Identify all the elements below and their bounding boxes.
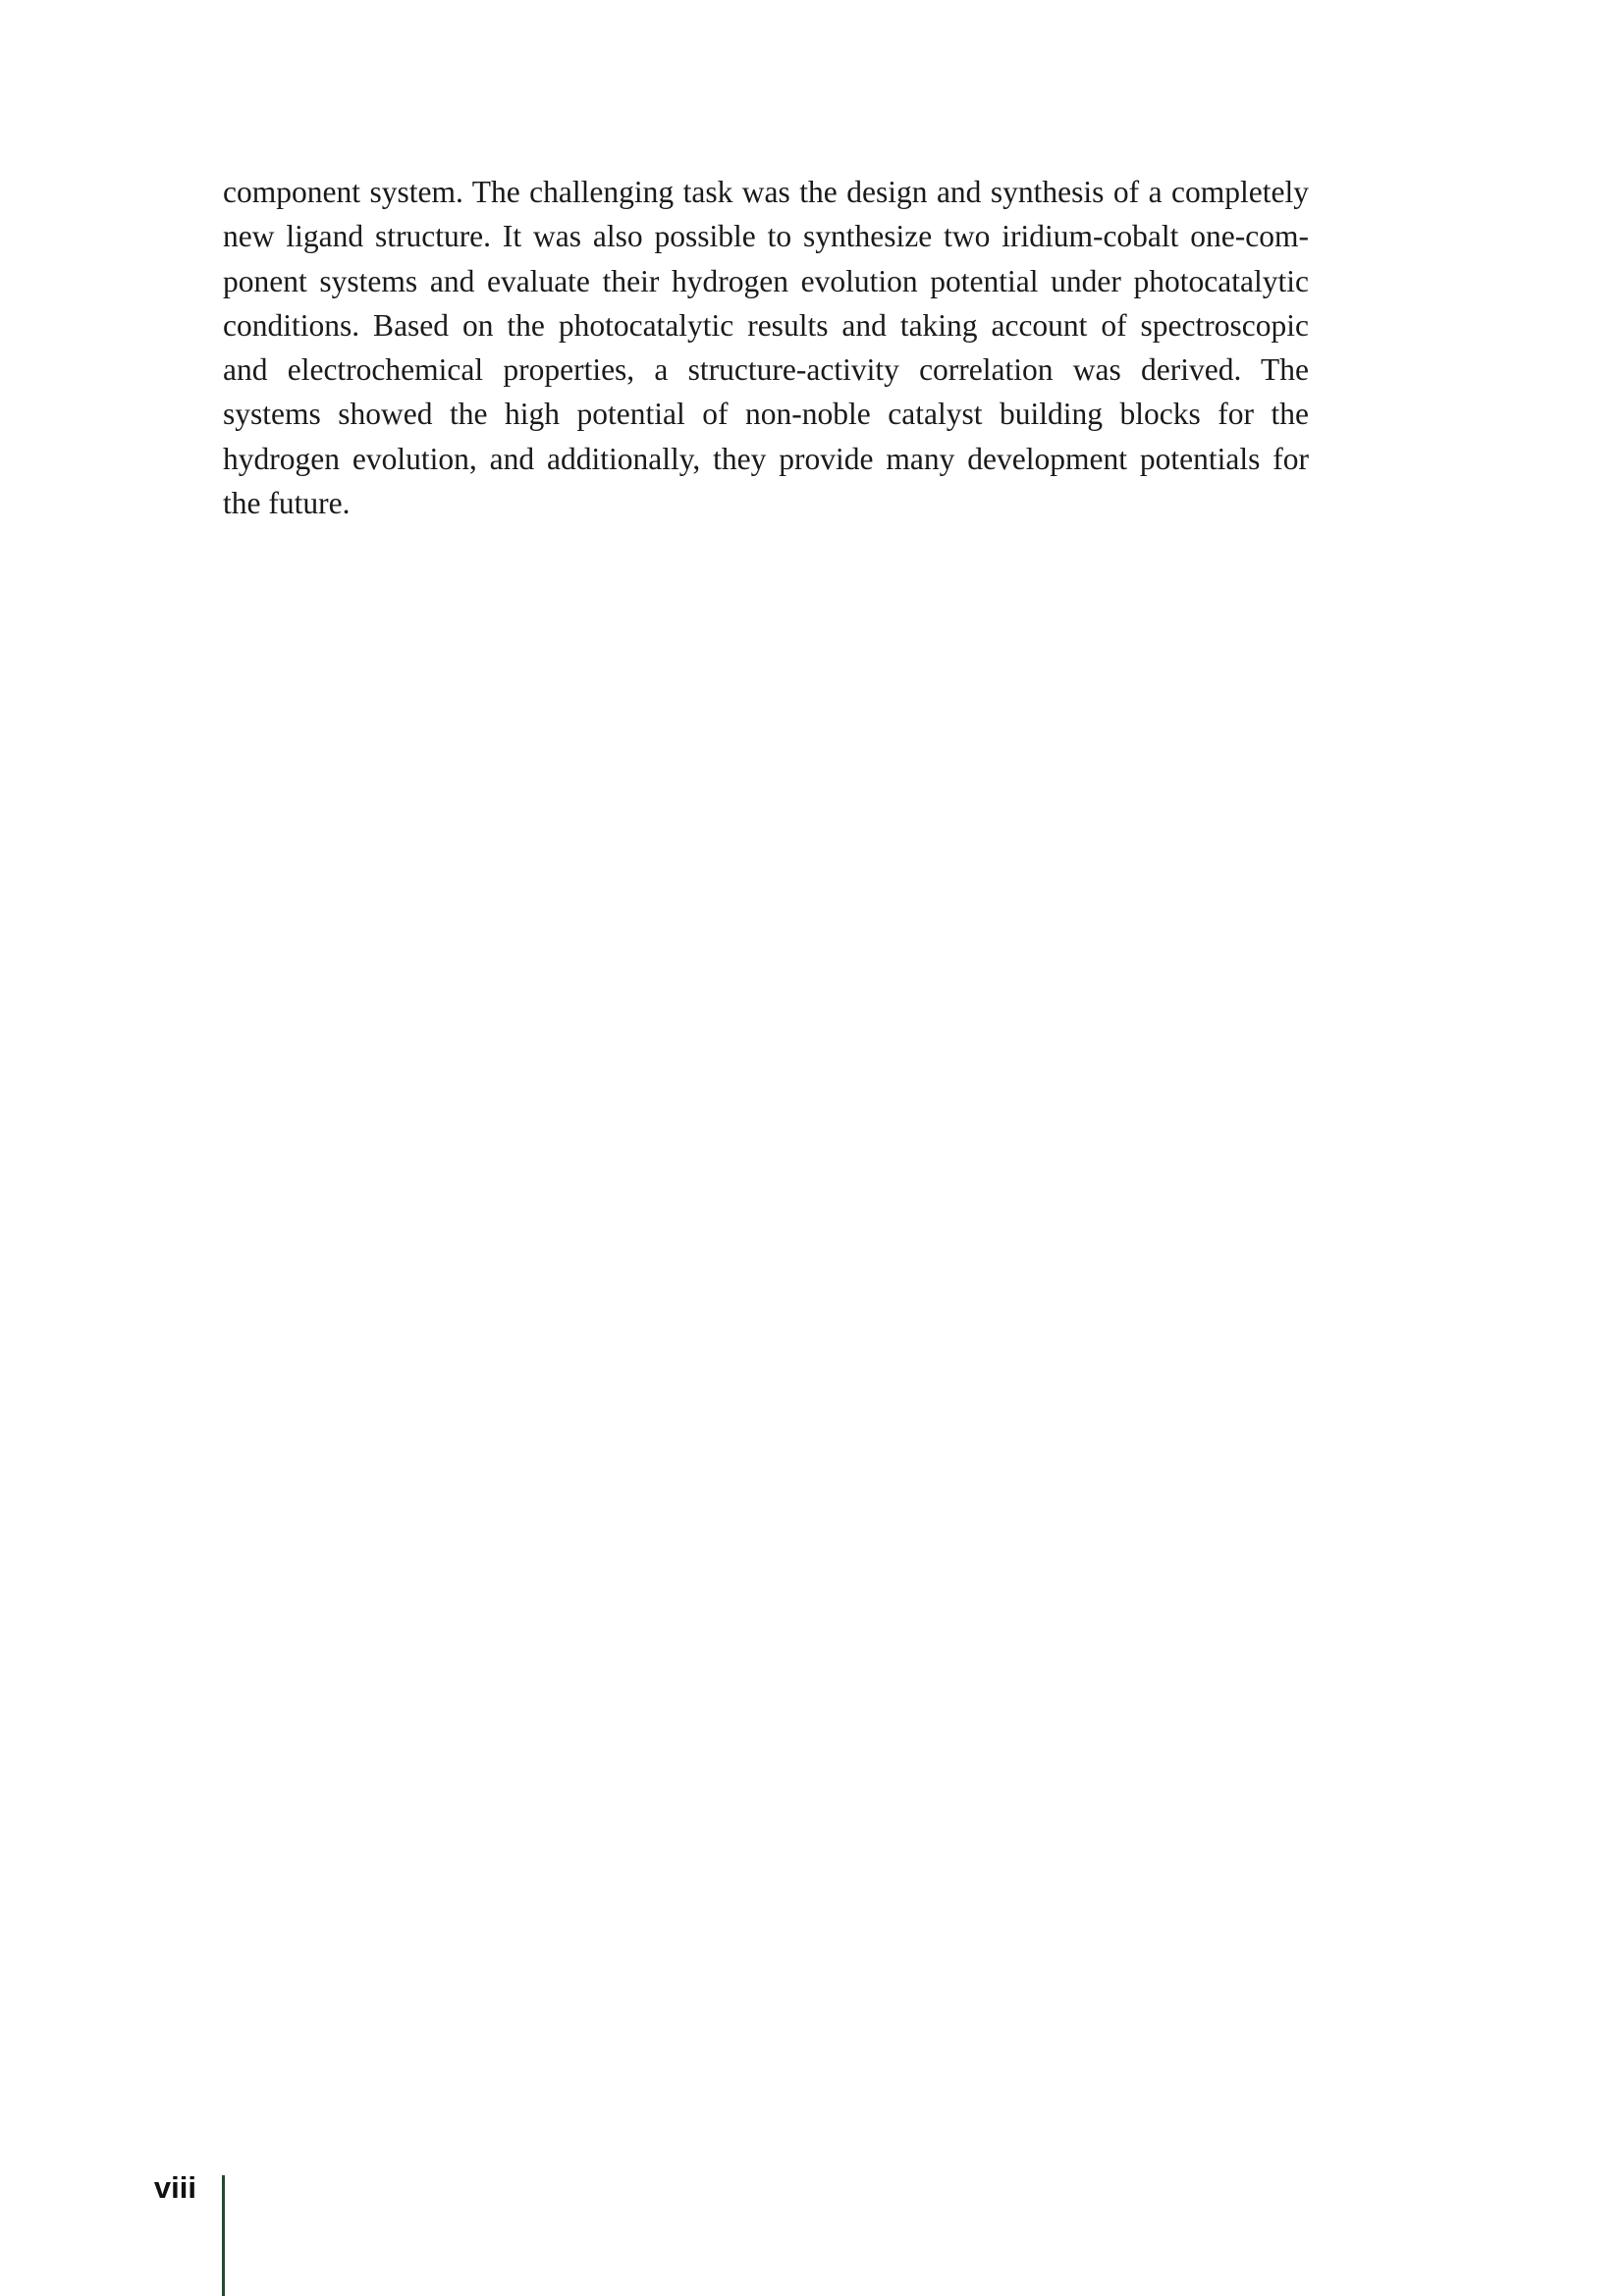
- paragraph-line-7: hydrogen evolution, and additionally, they provide many development potentials for: [223, 441, 1309, 476]
- paragraph-line-6: systems showed the high potential of non-noble catalyst building blocks for the: [223, 397, 1309, 432]
- paragraph-line-5: and electrochemical properties, a structure-activity correlation was derived. The: [223, 352, 1309, 388]
- page-number: viii: [153, 2170, 196, 2205]
- paragraph-line-8: the future.: [223, 486, 351, 521]
- body-paragraph: [223, 170, 1309, 525]
- footer-margin-rule: [222, 2175, 225, 2296]
- paragraph-line-2: new ligand structure. It was also possible to synthesize two iridium-cobalt one-com-: [223, 219, 1309, 254]
- paragraph-line-3: ponent systems and evaluate their hydrogen evolution potential under photocatalytic: [223, 263, 1309, 298]
- paragraph-line-4: conditions. Based on the photocatalytic results and taking account of spectroscopic: [223, 307, 1309, 343]
- paragraph-line-1: component system. The challenging task was the design and synthesis of a completely: [223, 175, 1309, 209]
